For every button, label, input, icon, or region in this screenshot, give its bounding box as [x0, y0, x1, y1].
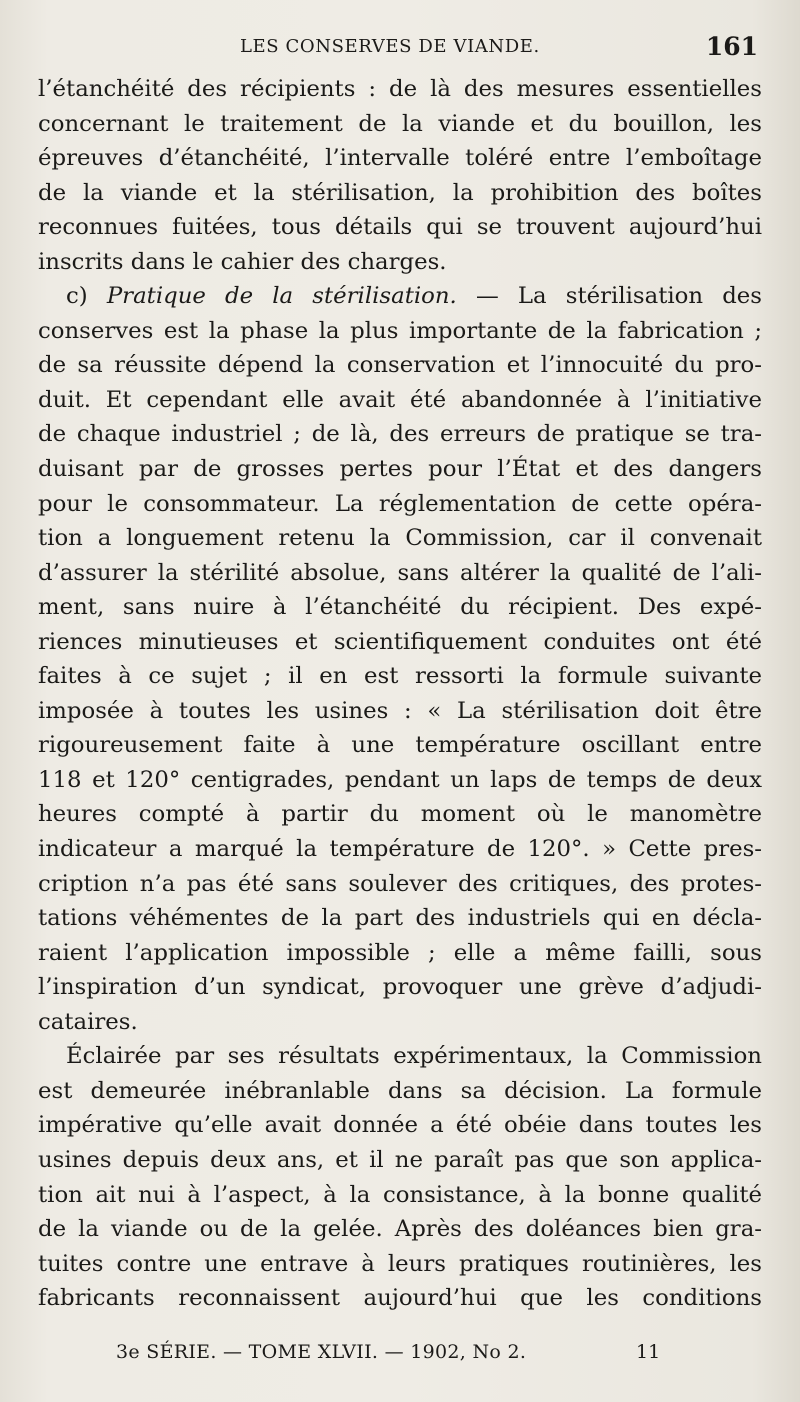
text-line: 118 et 120° centigrades, pendant un laps de temps de deux: [38, 766, 762, 793]
text-line: l’inspiration d’un syndicat, provoquer une grève d’adjudi-: [38, 974, 762, 1001]
text-line: ment, sans nuire à l’étanchéité du récipient. Des expé-: [38, 594, 762, 621]
text-line: épreuves d’étanchéité, l’intervalle toléré entre l’emboîtage: [38, 145, 762, 172]
text-line: rigoureusement faite à une température oscillant entre: [38, 732, 762, 759]
page-number: 161: [705, 32, 758, 61]
section-heading-rest: — La stérilisation des: [475, 283, 762, 310]
text-line: faites à ce sujet ; il en est ressorti la formule suivante: [38, 663, 762, 690]
text-line: impérative qu’elle avait donnée a été obéie dans toutes les: [38, 1112, 762, 1139]
text-line: cription n’a pas été sans soulever des critiques, des protes-: [38, 870, 762, 897]
section-title: Pratique de la stérilisation.: [106, 283, 457, 310]
text-line: reconnues fuitées, tous détails qui se trouvent aujourd’hui: [38, 214, 762, 241]
text-line: tion a longuement retenu la Commission, car il convenait: [38, 525, 762, 552]
text-line: cataires.: [38, 1008, 138, 1035]
text-line: tion ait nui à l’aspect, à la consistance, à la bonne qualité: [38, 1181, 762, 1208]
text-line: imposée à toutes les usines : « La stérilisation doit être: [38, 697, 762, 724]
text-line: de sa réussite dépend la conservation et l’innocuité du pro-: [38, 352, 762, 379]
text-line: de la viande et la stérilisation, la prohibition des boîtes: [38, 179, 762, 206]
text-line: de chaque industriel ; de là, des erreurs de pratique se tra-: [38, 421, 762, 448]
text-line: concernant le traitement de la viande et du bouillon, les: [38, 110, 762, 137]
text-line: pour le consommateur. La réglementation de cette opéra-: [38, 490, 762, 517]
text-line: heures compté à partir du moment où le manomètre: [38, 801, 762, 828]
text-line: duit. Et cependant elle avait été abandonnée à l’initiative: [38, 386, 762, 413]
text-line: tations véhémentes de la part des industriels qui en décla-: [38, 905, 762, 932]
text-line: l’étanchéité des récipients : de là des mesures essentielles: [38, 76, 762, 102]
text-line: conserves est la phase la plus importante de la fabrication ;: [38, 317, 762, 344]
text-line: de la viande ou de la gelée. Après des doléances bien gra-: [38, 1216, 762, 1243]
page-header: [40, 30, 760, 64]
text-line: inscrits dans le cahier des charges.: [38, 248, 447, 275]
text-line: Éclairée par ses résultats expérimentaux, la Commission: [66, 1043, 762, 1070]
signature-mark: 11: [636, 1341, 661, 1363]
text-line: fabricants reconnaissent aujourd’hui que les conditions: [38, 1285, 762, 1312]
section-label: c): [66, 283, 88, 310]
text-line: raient l’application impossible ; elle a même failli, sous: [38, 939, 762, 966]
text-line: d’assurer la stérilité absolue, sans altérer la qualité de l’ali-: [38, 559, 762, 586]
series-info: 3e SÉRIE. — TOME XLVII. — 1902, No 2.: [116, 1341, 527, 1363]
text-line: tuites contre une entrave à leurs pratiques routinières, les: [38, 1250, 762, 1277]
section-heading-line: [38, 279, 762, 314]
text-line: usines depuis deux ans, et il ne paraît pas que son applica-: [38, 1146, 762, 1173]
body-text: [38, 72, 762, 1316]
text-line: duisant par de grosses pertes pour l’État et des dangers: [38, 456, 762, 483]
text-line: est demeurée inébranlable dans sa décision. La formule: [38, 1077, 762, 1104]
page-footer: [40, 1337, 760, 1367]
running-title: LES CONSERVES DE VIANDE.: [240, 36, 540, 57]
text-line: indicateur a marqué la température de 120°. » Cette pres-: [38, 836, 762, 863]
text-line: riences minutieuses et scientifiquement conduites ont été: [38, 628, 762, 655]
